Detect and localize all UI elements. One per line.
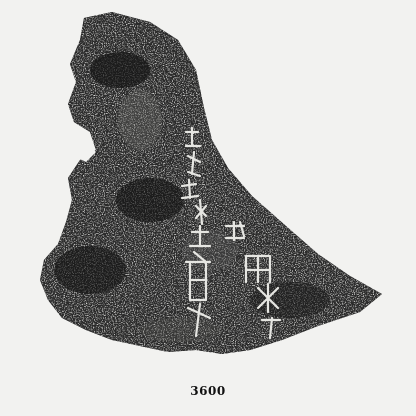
plate-number: 3600 — [190, 384, 226, 398]
